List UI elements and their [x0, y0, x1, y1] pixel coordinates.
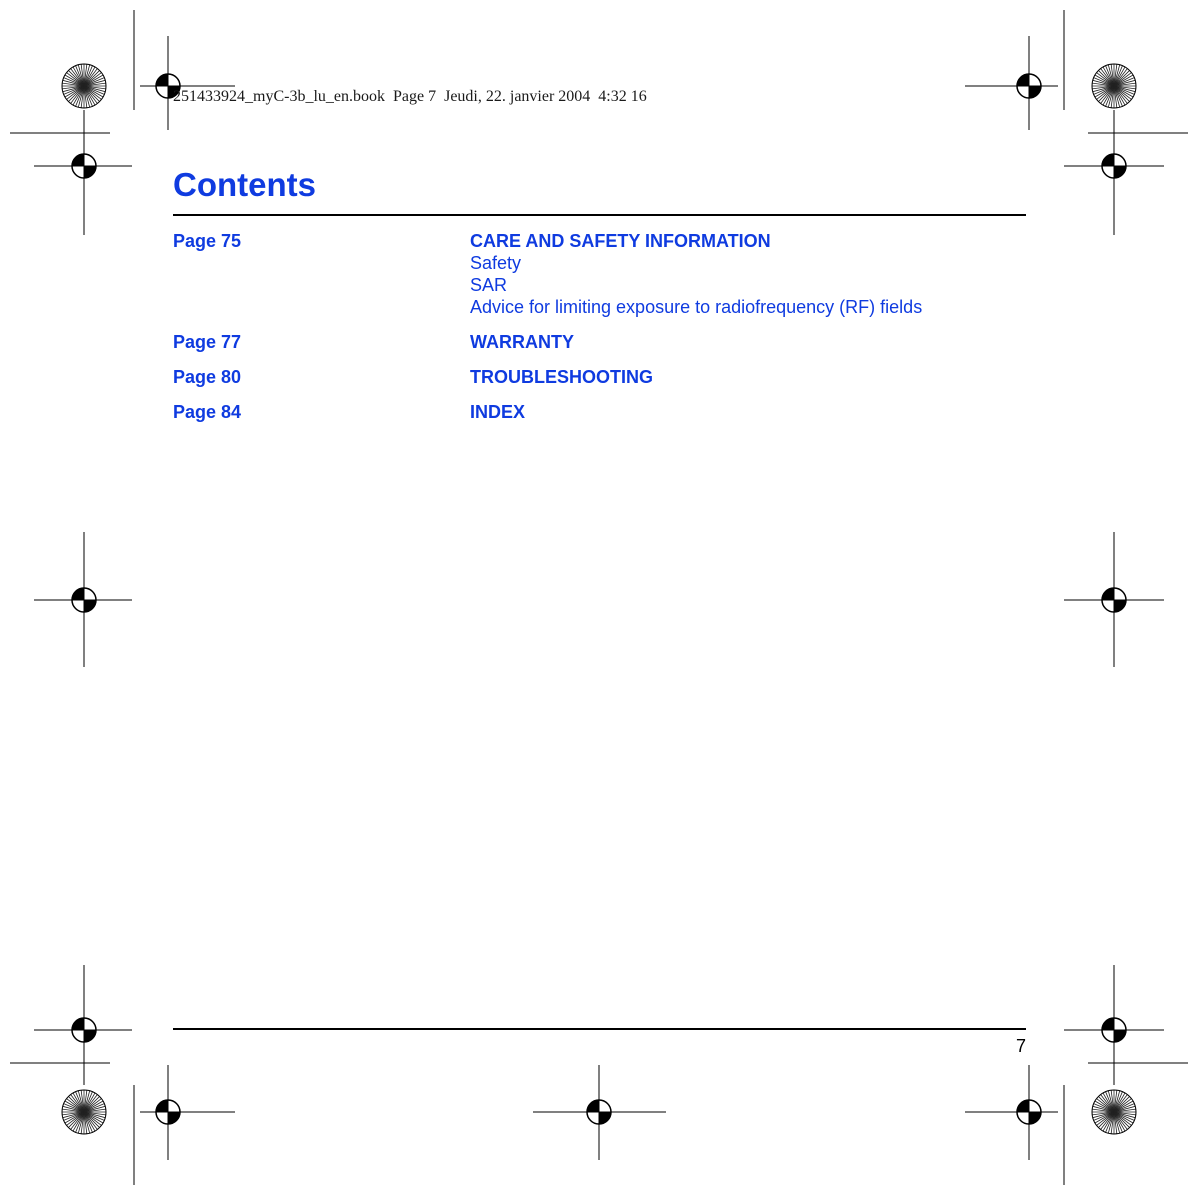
radial-mark [1092, 64, 1136, 108]
toc-subitem[interactable]: Safety [470, 253, 522, 273]
toc-page-number[interactable]: Page 77 [173, 332, 242, 352]
toc-heading[interactable]: INDEX [470, 402, 526, 422]
toc-list [173, 230, 1026, 436]
toc-entry[interactable] [173, 230, 1026, 318]
registration-target [1064, 965, 1164, 1085]
radial-mark [62, 1090, 106, 1134]
registration-target [140, 36, 235, 130]
radial-mark [1092, 1090, 1136, 1134]
toc-entry[interactable] [173, 366, 1026, 388]
registration-target [1064, 110, 1164, 235]
radial-marks [62, 64, 1136, 1134]
title-rule [173, 214, 1026, 216]
registration-target [1064, 532, 1164, 667]
registration-target [140, 1065, 235, 1160]
toc-subitem[interactable]: SAR [470, 275, 508, 295]
book-header: 251433924_myC-3b_lu_en.book Page 7 Jeudi, 22. janvier 2004 4:32 16 [173, 88, 647, 105]
registration-target [965, 36, 1058, 130]
toc-entry[interactable] [173, 331, 1026, 353]
toc-heading[interactable]: WARRANTY [470, 332, 574, 352]
toc-heading[interactable]: CARE AND SAFETY INFORMATION [470, 231, 771, 251]
page-number: 7 [1015, 1036, 1026, 1056]
registration-target [34, 965, 132, 1085]
registration-targets [34, 36, 1164, 1160]
registration-target [34, 532, 132, 667]
toc-page-number[interactable]: Page 75 [173, 231, 242, 251]
registration-target [965, 1065, 1058, 1160]
page-title: Contents [173, 166, 316, 203]
footer-rule [173, 1028, 1026, 1030]
toc-entry[interactable] [173, 401, 1026, 423]
radial-mark [62, 64, 106, 108]
registration-target [533, 1065, 666, 1160]
registration-target [34, 110, 132, 235]
toc-heading[interactable]: TROUBLESHOOTING [470, 367, 653, 387]
toc-page-number[interactable]: Page 84 [173, 402, 242, 422]
toc-subitem[interactable]: Advice for limiting exposure to radiofrequency (RF) fields [470, 297, 923, 317]
toc-page-number[interactable]: Page 80 [173, 367, 242, 387]
